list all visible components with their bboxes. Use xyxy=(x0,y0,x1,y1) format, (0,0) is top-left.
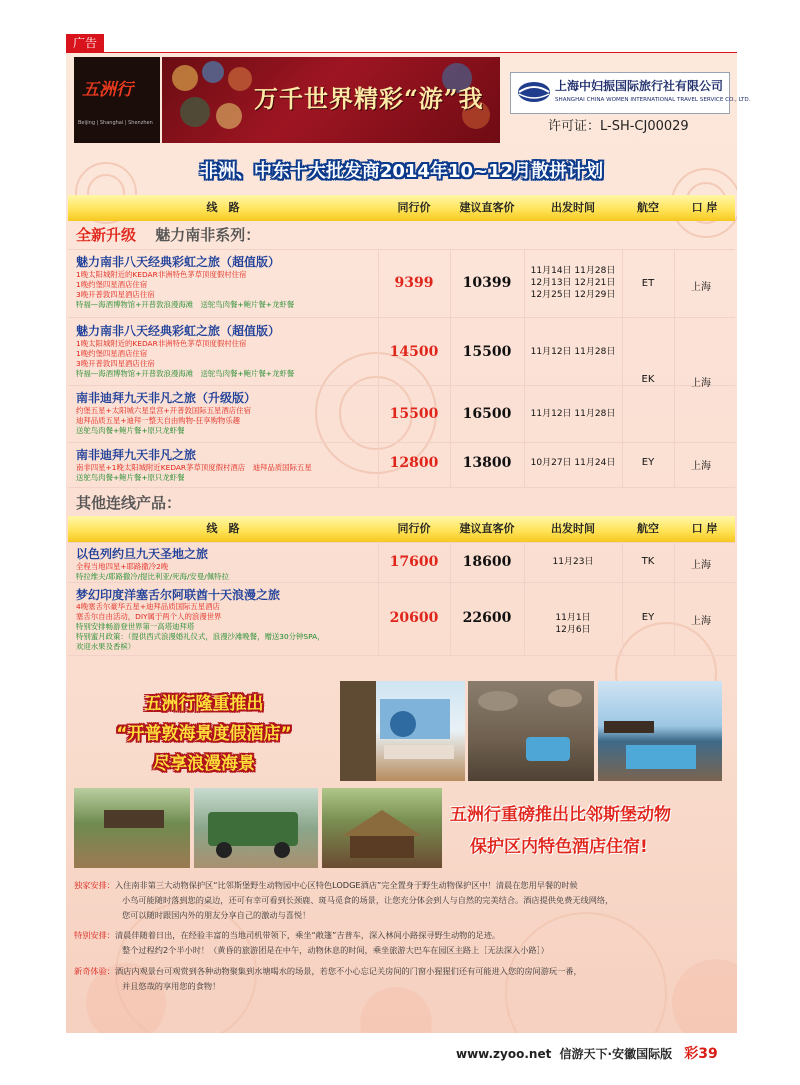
date-line: 12月6日 xyxy=(555,625,591,635)
date-line: 11月14日 11月28日 xyxy=(530,266,616,276)
table2-header xyxy=(68,516,735,542)
route-detail: 1晚约堡四星酒店住宿 xyxy=(76,349,148,358)
departure-dates xyxy=(524,457,622,469)
company-globe-icon xyxy=(517,80,551,104)
col-airline: 航空 xyxy=(637,201,659,214)
route-detail: 迪拜品质五星+迪拜一整天自由购物-狂享购物乐趣 xyxy=(76,416,241,425)
decor-photo xyxy=(202,61,224,83)
route-detail: 3晚开普敦四星酒店住宿 xyxy=(76,290,155,299)
row-divider xyxy=(68,542,735,543)
route-detail: 4晚塞舌尔豪华五星+迪拜品质国际五星酒店 xyxy=(76,602,220,611)
col-departure: 出发时间 xyxy=(551,201,595,214)
company-name-cn: 上海中妇振国际旅行社有限公司 xyxy=(555,79,724,93)
route-name: 以色列约旦九天圣地之旅 xyxy=(76,547,209,561)
paragraph-exclusive xyxy=(74,878,613,923)
airline: EY xyxy=(641,612,655,623)
paragraph-line: 小鸟可能随时落到您的桌边，还可有幸可看到长颈鹿、斑马觅食的场景，让您充分体会到人与自然的完美结合。酒店提供免费无线网络， xyxy=(122,895,614,905)
route-detail: 约堡五星+太阳城六星皇宫+开普敦国际五星酒店住宿 xyxy=(76,406,251,415)
retail-price: 16500 xyxy=(462,406,512,422)
banner-slogan: 万千世界精彩“游”我 xyxy=(254,84,484,113)
col-departure: 出发时间 xyxy=(551,522,595,535)
paragraph-label: 特别安排： xyxy=(74,930,115,940)
promo1-line2: “开普敦海景度假酒店” xyxy=(116,724,292,744)
route-name: 魅力南非八天经典彩虹之旅（超值版） xyxy=(76,324,281,338)
ad-tag: 广告 xyxy=(66,34,104,52)
promo1-line3: 尽享浪漫海景 xyxy=(153,754,255,774)
brand-logo-block xyxy=(74,57,160,143)
airline-merged: EK xyxy=(641,374,655,385)
airline: ET xyxy=(641,278,655,289)
col-port: 口 岸 xyxy=(691,201,718,214)
slogan-banner xyxy=(162,57,500,143)
row-divider xyxy=(68,385,735,386)
row-divider xyxy=(68,249,735,250)
col-divider xyxy=(674,249,675,487)
peer-price: 14500 xyxy=(389,344,439,360)
port: 上海 xyxy=(691,560,711,571)
col-peer-price: 同行价 xyxy=(397,522,431,535)
row-divider xyxy=(68,655,735,656)
retail-price: 22600 xyxy=(462,610,512,626)
paragraph-special xyxy=(74,928,549,958)
license-number: 许可证：L-SH-CJ00029 xyxy=(548,119,689,134)
decor-photo xyxy=(172,65,198,91)
peer-price: 20600 xyxy=(389,610,439,626)
route-detail: 全程当地四星+耶路撒冷2晚 xyxy=(76,562,169,571)
paragraph-label: 新奇体验： xyxy=(74,966,115,976)
airline: EY xyxy=(641,457,655,468)
promo2-line2: 保护区内特色酒店住宿! xyxy=(470,837,648,857)
brand-slogan: Beijing | Shanghai | Shenzhen xyxy=(78,120,153,126)
route-detail: 南非四星+1晚太阳城附近KEDAR茅草顶度假村酒店 迪拜品质国际五星 xyxy=(76,463,312,472)
section1-label xyxy=(76,224,260,245)
paragraph-line: 酒店内观景台可观赏到各种动物聚集到水塘喝水的场景，若您不小心忘记关房间的门窗小猩猩们还有可能进入您的房间游玩一番， xyxy=(114,966,582,976)
company-logo-box xyxy=(510,72,751,114)
date-line: 11月12日 11月28日 xyxy=(530,347,616,357)
peer-price: 15500 xyxy=(389,406,439,422)
thatched-lodge-photo xyxy=(322,788,442,868)
port-merged: 上海 xyxy=(691,378,711,389)
col-route: 线 路 xyxy=(206,522,240,535)
route-detail: 特福—海酒博物馆+开普敦浪漫海滩 送鸵鸟肉餐+鲍片餐+龙虾餐 xyxy=(76,300,295,309)
retail-price: 15500 xyxy=(462,344,512,360)
promo1-line1: 五洲行隆重推出 xyxy=(144,694,264,714)
airline: TK xyxy=(641,556,655,567)
col-retail-price: 建议直客价 xyxy=(459,201,515,214)
safari-jeep-photo xyxy=(194,788,318,868)
section1-highlight: 全新升级 xyxy=(76,226,137,244)
decor-photo xyxy=(180,97,210,127)
route-detail: 1晚太阳城附近的KEDAR非洲特色茅草顶度假村住宿 xyxy=(76,339,247,348)
port: 上海 xyxy=(691,616,711,627)
departure-dates xyxy=(524,346,622,358)
paragraph-line: 清晨伴随着日出，在经验丰富的当地司机带领下，乘坐“敞篷”吉普车，深入林间小路探寻野生动物的足迹。 xyxy=(114,930,501,940)
page-footer xyxy=(456,1043,738,1063)
port: 上海 xyxy=(691,282,711,293)
paragraph-label: 独家安排： xyxy=(74,880,115,890)
paragraph-novel xyxy=(74,964,582,994)
footer-magazine: 信游天下·安徽国际版 xyxy=(559,1047,673,1061)
promo2-line1: 五洲行重磅推出比邻斯堡动物 xyxy=(450,805,671,825)
decor-photo xyxy=(216,103,242,129)
section1-series: 魅力南非系列： xyxy=(155,226,261,244)
route-name: 魅力南非八天经典彩虹之旅（超值版） xyxy=(76,255,281,269)
route-detail: 1晚太阳城附近的KEDAR非洲特色茅草顶度假村住宿 xyxy=(76,270,247,279)
date-line: 11月23日 xyxy=(552,557,594,567)
pool-rocks-photo xyxy=(468,681,594,781)
route-name: 南非迪拜九天非凡之旅 xyxy=(76,448,197,462)
col-divider xyxy=(674,542,675,655)
date-line: 10月27日 11月24日 xyxy=(530,458,616,468)
retail-price: 10399 xyxy=(462,275,512,291)
paragraph-line: 入住南非第三大动物保护区“比邻斯堡野生动物园中心区特色LODGE酒店”完全置身于野生动物保护区中！清晨在您用早餐的时候 xyxy=(114,880,578,890)
hotel-room-photo xyxy=(340,681,465,781)
peer-price: 17600 xyxy=(389,554,439,570)
col-retail-price: 建议直客价 xyxy=(459,522,515,535)
lodge-photo xyxy=(74,788,190,868)
footer-page-number: 彩39 xyxy=(684,1046,718,1062)
table-header xyxy=(68,195,735,221)
date-line: 12月25日 12月29日 xyxy=(530,290,616,300)
col-peer-price: 同行价 xyxy=(397,201,431,214)
retail-price: 13800 xyxy=(462,455,512,471)
route-detail: 特拉维夫/耶路撒冷/提比利亚/死海/安曼/佩特拉 xyxy=(76,572,229,581)
route-detail: 送鸵鸟肉餐+鲍片餐+原只龙虾餐 xyxy=(76,473,185,482)
departure-dates xyxy=(524,556,622,568)
route-detail: 特别安排畅游登世界第一高塔迪拜塔 xyxy=(76,622,195,631)
departure-dates xyxy=(524,612,622,636)
main-title: 非洲、中东十大批发商2014年10~12月散拼计划 xyxy=(199,161,604,182)
paragraph-line: 并且悠哉的享用您的食物！ xyxy=(122,981,221,991)
route-name: 梦幻印度洋塞舌尔阿联酋十天浪漫之旅 xyxy=(76,588,281,602)
departure-dates xyxy=(524,408,622,420)
brand-logo: 五洲行 xyxy=(82,80,133,100)
promo-cape-town xyxy=(74,677,334,781)
route-detail: 特福—海酒博物馆+开普敦浪漫海滩 送鸵鸟肉餐+鲍片餐+龙虾餐 xyxy=(76,369,295,378)
row-divider xyxy=(68,317,735,318)
retail-price: 18600 xyxy=(462,554,512,570)
departure-dates xyxy=(524,265,622,301)
route-detail: 塞舌尔自由活动，DIY属于两个人的浪漫世界 xyxy=(76,612,222,621)
section2-label: 其他连线产品： xyxy=(76,494,182,512)
route-detail: 送鸵鸟肉餐+鲍片餐+原只龙虾餐 xyxy=(76,426,185,435)
route-detail: 欢迎水果及香槟） xyxy=(76,642,136,651)
decor-photo xyxy=(228,67,252,91)
route-detail: 3晚开普敦四星酒店住宿 xyxy=(76,359,155,368)
company-name-en: SHANGHAI CHINA WOMEN INTERNATIONAL TRAVEL SERVICE CO., LTD. xyxy=(555,97,751,103)
footer-site: www.zyoo.net xyxy=(456,1047,552,1061)
date-line: 12月13日 12月21日 xyxy=(530,278,616,288)
col-port: 口 岸 xyxy=(691,522,718,535)
infinity-pool-photo xyxy=(598,681,722,781)
port: 上海 xyxy=(691,461,711,472)
col-airline: 航空 xyxy=(637,522,659,535)
row-divider xyxy=(68,487,735,488)
date-line: 11月1日 xyxy=(555,613,591,623)
peer-price: 12800 xyxy=(389,455,439,471)
peer-price: 9399 xyxy=(394,275,434,291)
paragraph-line: 整个过程约2个半小时！（黄昏的旅游团是在中午，动物休息的时间，乘坐旅游大巴车在园区主路上［无法深入小路］） xyxy=(122,945,549,955)
row-divider xyxy=(68,442,735,443)
paragraph-line: 您可以随时跟国内外的朋友分享自己的激动与喜悦！ xyxy=(122,910,311,920)
route-name: 南非迪拜九天非凡之旅（升级版） xyxy=(76,391,257,405)
date-line: 11月12日 11月28日 xyxy=(530,409,616,419)
col-route: 线 路 xyxy=(206,201,240,214)
route-detail: 1晚约堡四星酒店住宿 xyxy=(76,280,148,289)
route-detail: 特别蜜月政策：（提供西式浪漫婚礼仪式，浪漫沙滩晚餐，赠送30分钟SPA， xyxy=(76,632,325,641)
